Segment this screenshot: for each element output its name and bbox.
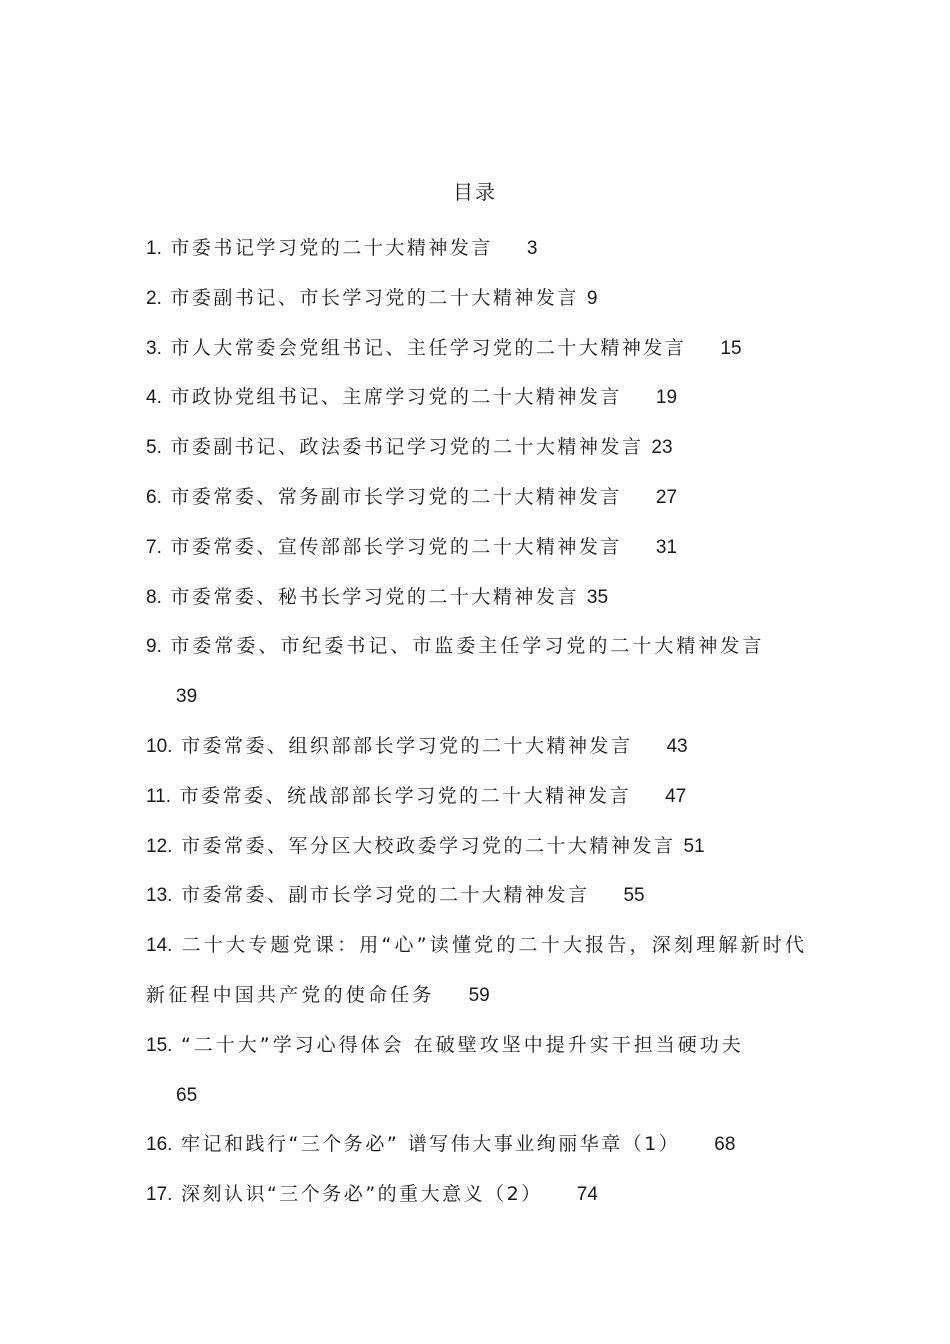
- entry-page-number: 19: [655, 387, 678, 409]
- entry-number: 3.: [146, 337, 162, 359]
- toc-title: 目录: [453, 180, 497, 204]
- toc-entry-5[interactable]: [146, 423, 812, 473]
- toc-entry-14[interactable]: [146, 921, 812, 1021]
- entry-page-number: 9: [586, 287, 598, 309]
- entry-number: 5.: [146, 437, 162, 459]
- toc-entry-16[interactable]: [146, 1120, 812, 1170]
- entry-number: 10.: [146, 735, 173, 757]
- entry-text: 牢记和践行“三个务必” 谱写伟大事业绚丽华章（1）: [180, 1133, 681, 1156]
- entry-page-number: 68: [714, 1134, 736, 1156]
- entry-page-number: 39: [176, 686, 198, 708]
- toc-entry-10[interactable]: [146, 722, 812, 772]
- entry-page-number: 51: [683, 835, 705, 857]
- entry-text: “二十大”学习心得体会 在破壁攻坚中提升实干担当硬功夫: [180, 1033, 744, 1056]
- entry-text: 市委常委、副市长学习党的二十大精神发言: [180, 884, 590, 907]
- toc-entry-15[interactable]: [146, 1021, 812, 1121]
- entry-number: 7.: [146, 536, 162, 558]
- entry-text: 市委常委、秘书长学习党的二十大精神发言: [170, 585, 579, 608]
- entry-number: 4.: [146, 387, 162, 409]
- entry-number: 17.: [146, 1184, 173, 1206]
- entry-number: 14.: [146, 935, 173, 957]
- entry-continuation: [146, 672, 812, 722]
- entry-text: 市政协党组书记、主席学习党的二十大精神发言: [170, 386, 622, 409]
- toc-entry-9[interactable]: [146, 622, 812, 722]
- entry-number: 15.: [146, 1034, 173, 1056]
- entry-page-number: 74: [576, 1184, 598, 1206]
- entry-number: 6.: [146, 486, 162, 508]
- entry-text: 二十大专题党课：用“心”读懂党的二十大报告，深刻理解新时代新征程中国共产党的使命任务: [146, 934, 808, 1006]
- table-of-contents: [146, 224, 812, 1220]
- toc-entry-4[interactable]: [146, 373, 812, 423]
- entry-page-number: 3: [526, 238, 538, 259]
- entry-text: 市委常委、宣传部部长学习党的二十大精神发言: [170, 535, 622, 558]
- entry-page-number: 23: [651, 437, 673, 459]
- entry-number: 2.: [146, 287, 162, 309]
- entry-page-number: 65: [176, 1084, 198, 1106]
- entry-number: 11.: [146, 785, 172, 807]
- toc-entry-1[interactable]: [146, 224, 812, 274]
- entry-text: 市委常委、市纪委书记、市监委主任学习党的二十大精神发言: [170, 635, 765, 658]
- toc-entry-3[interactable]: [146, 324, 812, 374]
- entry-number: 13.: [146, 885, 173, 907]
- entry-page-number: 15: [720, 337, 742, 359]
- entry-text: 市人大常委会党组书记、主任学习党的二十大精神发言: [170, 336, 687, 359]
- entry-page-number: 55: [623, 885, 645, 907]
- entry-number: 8.: [146, 586, 162, 608]
- toc-entry-2[interactable]: [146, 274, 812, 324]
- entry-page-number: 31: [655, 536, 678, 558]
- toc-entry-11[interactable]: [146, 772, 812, 822]
- entry-number: 16.: [146, 1134, 173, 1156]
- entry-number: 12.: [146, 835, 173, 857]
- entry-continuation: [146, 1071, 812, 1121]
- entry-text: 市委常委、组织部部长学习党的二十大精神发言: [180, 734, 633, 757]
- entry-text: 市委常委、常务副市长学习党的二十大精神发言: [170, 485, 622, 508]
- entry-text: 市委副书记、政法委书记学习党的二十大精神发言: [170, 436, 644, 459]
- toc-entry-17[interactable]: [146, 1170, 812, 1220]
- entry-page-number: 35: [586, 586, 609, 608]
- toc-entry-7[interactable]: [146, 523, 812, 573]
- toc-entry-8[interactable]: [146, 573, 812, 623]
- entry-page-number: 59: [468, 984, 490, 1006]
- entry-page-number: 47: [665, 785, 687, 807]
- entry-text: 市委常委、军分区大校政委学习党的二十大精神发言: [180, 834, 676, 857]
- toc-entry-6[interactable]: [146, 473, 812, 523]
- toc-entry-12[interactable]: [146, 822, 812, 872]
- entry-page-number: 27: [655, 486, 678, 508]
- entry-text: 市委副书记、市长学习党的二十大精神发言: [170, 286, 579, 309]
- entry-text: 深刻认识“三个务必”的重大意义（2）: [180, 1183, 543, 1206]
- entry-text: 市委书记学习党的二十大精神发言: [170, 237, 493, 259]
- toc-entry-13[interactable]: [146, 871, 812, 921]
- entry-text: 市委常委、统战部部长学习党的二十大精神发言: [179, 784, 632, 807]
- entry-number: 1.: [146, 238, 162, 259]
- entry-page-number: 43: [666, 735, 688, 757]
- entry-number: 9.: [146, 636, 162, 658]
